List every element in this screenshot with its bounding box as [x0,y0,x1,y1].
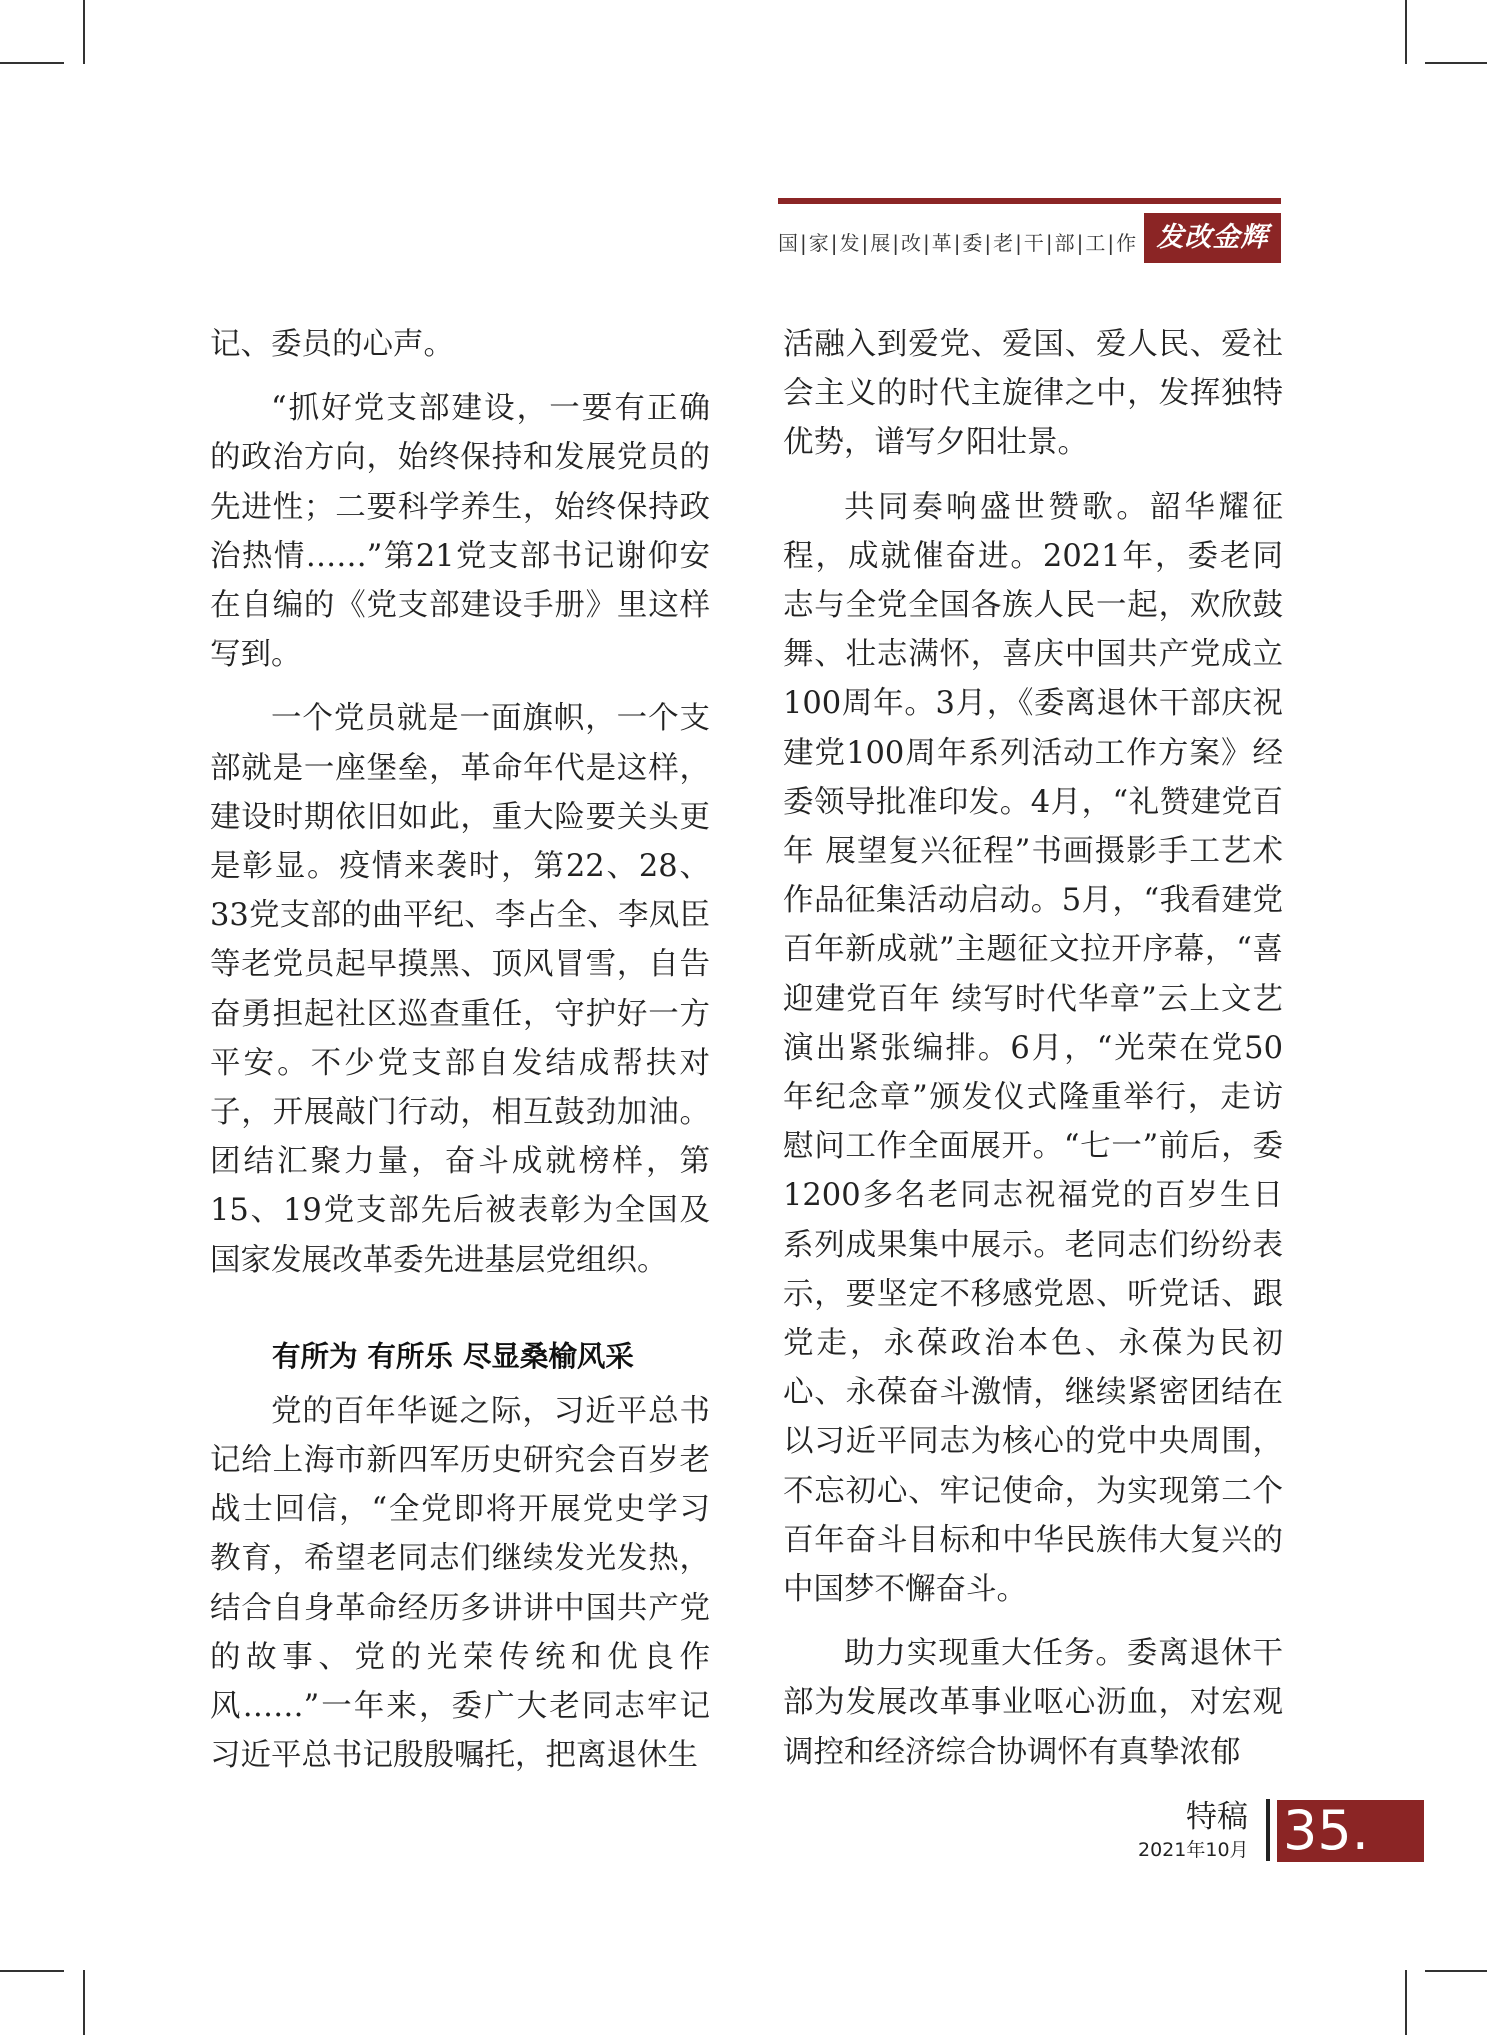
crop-mark-bottom-right-v [1405,1970,1407,2035]
crop-mark-bottom-left-v [83,1970,85,2035]
paragraph: 共同奏响盛世赞歌。韶华耀征程，成就催奋进。2021年，委老同志与全党全国各族人民一起，欢欣鼓舞、壮志满怀，喜庆中国共产党成立100周年。3月，《委离退休干部庆祝建党100周年系列活动工作方案》经委领导批准印发。4月，“礼赞建党百年 展望复兴征程”书画摄影手工艺术作品征集活动启动。5月，“我看建党百年新成就”主题征文拉开序幕，“喜迎建党百年 续写时代华章”云上文艺演出紧张编排。6月，“光荣在党50年纪念章”颁发仪式隆重举行，走访慰问工作全面展开。“七一”前后，委1200多名老同志祝福党的百岁生日系列成果集中展示。老同志们纷纷表示，要坚定不移感党恩、听党话、跟党走，永葆政治本色、永葆为民初心、永葆奋斗激情，继续紧密团结在以习近平同志为核心的党中央周围，不忘初心、牢记使命，为实现第二个百年奋斗目标和中华民族伟大复兴的中国梦不懈奋斗。 [783,489,1283,1608]
crop-mark-top-left-h [0,62,64,64]
crop-mark-top-right-h [1425,62,1487,64]
paragraph: “抓好党支部建设，一要有正确的政治方向，始终保持和发展党员的先进性；二要科学养生，始终保持政治热情……”第21党支部书记谢仰安在自编的《党支部建设手册》里这样写到。 [210,391,710,673]
paragraph: 一个党员就是一面旗帜，一个支部就是一座堡垒，革命年代是这样，建设时期依旧如此，重大险要关头更是彰显。疫情来袭时，第22、28、33党支部的曲平纪、李占全、李凤臣等老党员起早摸黑、顶风冒雪，自告奋勇担起社区巡查重任，守护好一方平安。不少党支部自发结成帮扶对子，开展敲门行动，相互鼓劲加油。团结汇聚力量，奋斗成就榜样，第15、19党支部先后被表彰为全国及国家发展改革委先进基层党组织。 [210,701,710,1278]
footer-section-title: 特稿 [1186,1799,1248,1835]
crop-mark-top-left-v [83,0,85,64]
paragraph: 记、委员的心声。 [210,327,454,362]
header-rule [778,198,1281,204]
crop-mark-bottom-right-h [1425,1970,1487,1972]
header-logo: 发改金辉 [1144,213,1281,263]
crop-mark-top-right-v [1405,0,1407,64]
header-section-label: 国|家|发|展|改|革|委|老|干|部|工|作 [778,231,1139,255]
footer-divider [1266,1799,1270,1861]
crop-mark-bottom-left-h [0,1970,64,1972]
paragraph: 党的百年华诞之际，习近平总书记给上海市新四军历史研究会百岁老战士回信，“全党即将开展党史学习教育，希望老同志们继续发光发热，结合自身革命经历多讲讲中国共产党的故事、党的光荣传统和优良作风……”一年来，委广大老同志牢记习近平总书记殷殷嘱托，把离退休生 [210,1393,710,1774]
page-number: 35. [1277,1800,1424,1862]
footer-issue-date: 2021年10月 [1138,1839,1249,1861]
section-heading: 有所为 有所乐 尽显桑榆风采 [272,1339,634,1373]
paragraph: 助力实现重大任务。委离退休干部为发展改革事业呕心沥血，对宏观调控和经济综合协调怀有真挚浓郁 [783,1636,1283,1770]
paragraph: 活融入到爱党、爱国、爱人民、爱社会主义的时代主旋律之中，发挥独特优势，谱写夕阳壮景。 [783,327,1283,461]
right-column [783,320,1283,1777]
left-column [210,320,710,1780]
